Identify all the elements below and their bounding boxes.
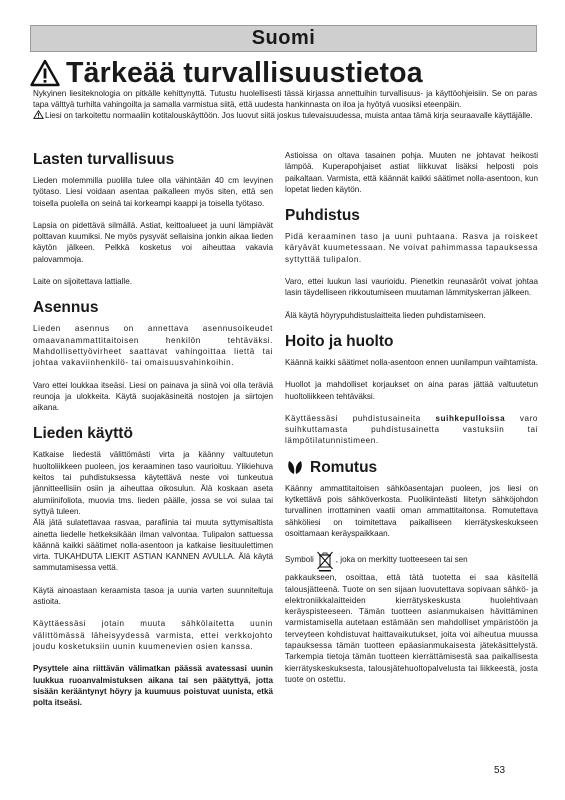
page-title — [30, 56, 423, 90]
warning-triangle-icon — [30, 59, 60, 87]
crossed-out-bin-icon — [316, 550, 334, 572]
right-intro-paragraph: Astioissa on oltava tasainen pohja. Muuten ne johtavat heikosti lämpöä. Kuperapohjaiset astiat liikkuvat lisäksi helposti pois paikaltaan. Varmista, että käännät kaikki säätimet nolla-asentoon, kun lopetat lieden käytön. — [285, 151, 538, 194]
romutus-paragraph-1: Käänny ammattitaitoisen sähköasentajan puoleen, jos liesi on kytkettävä pois sähköverkosta. Puolikiinteästi liitetyn sähköjohdon turvallinen irrottaminen vaatii oman ammattitaitonsa. Romutettava sähköliesi on toimitettava paikalliseen kierrätyskeskukseen osoittamaan keräyspaikkaan. — [285, 483, 538, 538]
hoito-paragraph-1: Käännä kaikki säätimet nolla-asentoon ennen uunilampun vaihtamista. — [285, 357, 538, 367]
left-column — [33, 150, 273, 708]
page-number: 53 — [494, 765, 506, 776]
intro-warning-paragraph — [33, 110, 537, 122]
intro-paragraph: Nykyinen liesiteknologia on pitkälle kehittynyttä. Tutustu huolellisesti tässä kirjassa annettuihin turvallisuus- ja käyttöohjeisiin. Se on paras tapa välttyä turhilta vahingoilta ja samalla varmistua siitä, että uudesta hankinnasta on iloa ja hyötyä vuosiksi eteenpäin. — [33, 89, 537, 109]
section-heading-kaytto: Lieden käyttö — [33, 425, 133, 443]
kaytto-paragraph-4: Käyttäessäsi jotain muuta sähkölaitetta uunin välittömässä läheisyydessä varmista, ettei verkkojohto joudu kosketuksiin uunin kuumenevien osien kanssa. — [33, 619, 273, 651]
hoito-paragraph-2: Huollot ja mahdolliset korjaukset on aina paras jättää valtuutetun huoltoliikkeen tehtäväksi. — [285, 380, 538, 401]
intro-warning-text: Liesi on tarkoitettu normaaliin kotitalouskäyttöön. Jos luovut siitä joskus tulevaisuudessa, muista antaa tämä kirja seuraavalle käyttäjälle. — [45, 111, 533, 121]
language-label: Suomi — [251, 27, 316, 49]
kaytto-paragraph-1: Katkaise liedestä välittömästi virta ja käänny valtuutetun huoltoliikkeen puoleen, jos keraaminen taso vaurioituu. Ylikiehuva keitos tai puhdistuksessa käytettävä neste voi tunkeutua jännitteellisiin osiin ja aiheuttaa oikosulun. Älä koskaan aseta alumiinifoliota, muovia tms. lieden päälle, jossa se voi sulaa tai syttyä tuleen. — [33, 450, 273, 516]
warning-triangle-icon — [33, 110, 44, 119]
language-header — [30, 25, 537, 52]
right-column — [285, 150, 538, 685]
asennus-paragraph-1: Lieden asennus on annettava asennusoikeudet omaavanammattitaitoisen henkilön tehtäväksi. Mahdollisettyövirheet saattavat vahingoittaa liettä tai johtaa vakaviinhenkilö- tai omaisuusvahinkoihin. — [33, 324, 273, 368]
hoito-paragraph-3: Käyttäessäsi puhdistusaineita suihkepulloissa varo suihkuttamasta puhdistusainetta vastuksiin tai lämpötilatunnistimeen. — [285, 413, 538, 446]
kaytto-paragraph-3: Käytä ainoastaan keraamista tasoa ja uunia varten suunniteltuja astioita. — [33, 585, 273, 607]
romutus-title: Romutus — [310, 458, 378, 476]
puhdistus-paragraph-1: Pidä keraaminen taso ja uuni puhtaana. Rasva ja roiskeet käryävät kuumetessaan. Ne voivat pahimmassa tapauksessa syttyttää tulipalon. — [285, 232, 538, 264]
section-heading-lasten: Lasten turvallisuus — [33, 151, 175, 168]
kaytto-paragraph-2: Älä jätä sulatettavaa rasvaa, parafiinia tai muuta syttymisaltista ainetta liedelle hetkeksikään ilman valvontaa. Tulipalon sattuessa käännä kaikki säätimet nolla-asentoon ja katkaise liesituulettimen virta. TUKAHDUTA LIEKIT ASTIAN KANNEN AVULLA. Älä käytä sammutamisessa vettä. — [33, 518, 273, 573]
section-heading-romutus — [285, 458, 538, 477]
lasten-paragraph-1: Lieden molemmilla puolilla tulee olla vähintään 40 cm levyinen työtaso. Liesi voidaan asentaa paikalleen myös siten, että sen toisella puolella on seinä tai korkeampi kaappi ja toisella työtaso. — [33, 176, 273, 208]
section-heading-hoito: Hoito ja huolto — [285, 332, 394, 350]
section-heading-puhdistus: Puhdistus — [285, 207, 360, 225]
romutus-paragraph-2: pakkaukseen, osoittaa, että tätä tuotetta ei saa käsitellä talousjätteenä. Tuote on sen sijaan luovutettava sopivaan sähkö- ja elektroniikkalaitteiden kierrätyskeskusta huolehtivaan keräyspisteeseen. Tämän tuotteen asianmukaisen hävittäminen varmistamisella autetaan estämään sen mahdolliset ympäristöön ja terveyteen kohdistuvat haittavaikutukset, joita voi aiheutua muussa tapauksessa tämän tuotteen epäasianmukaisesta jätekäsittelystä. Tarkempia tietoja tämän tuotteen kierrättämisestä saa paikallisesta kierrätyskeskuksesta, talousjätehuoltopalvelusta tai liikkeestä, josta tuote on ostettu. — [285, 573, 538, 684]
lasten-paragraph-2: Lapsia on pidettävä silmällä. Astiat, keittoalueet ja uuni lämpiävät polttavan kuumiksi. Ne myös pysyvät sellaisina jonkin aikaa lieden käytön jälkeen. Pelkkä kosketus voi aiheuttaa vakavia palovammoja. — [33, 220, 273, 264]
recycle-leaves-icon — [285, 458, 305, 476]
puhdistus-paragraph-3: Älä käytä höyrypuhdistuslaitteita lieden puhdistamiseen. — [285, 310, 486, 320]
kaytto-bold-warning: Pysyttele aina riittävän välimatkan päässä avatessasi uunin luukkua ruoanvalmistuksen aikana tai sen päätyttyä, jotta sisään kerääntynyt höyry ja kuumuus poistuvat uunista, etkä polta itseäsi. — [33, 664, 273, 708]
page-title-text: Tärkeää turvallisuustietoa — [66, 56, 423, 89]
lasten-paragraph-3: Laite on sijoitettava lattialle. — [33, 277, 132, 287]
asennus-paragraph-2: Varo ettei loukkaa itseäsi. Liesi on painava ja siinä voi olla teräviä reunoja ja ulokkeita. Käytä suojakäsineitä nostojen ja siirtojen aikana. — [33, 380, 273, 413]
puhdistus-paragraph-2: Varo, ettei luukun lasi vaurioidu. Pienetkin reunasäröt voivat johtaa lasin täydelliseen rikkoutumiseen muutaman lämmityskerran jälkeen. — [285, 277, 538, 298]
romutus-symbol-line: Symboli , joka on merkitty tuotteeseen tai sen — [285, 550, 538, 572]
section-heading-asennus: Asennus — [33, 299, 99, 317]
intro-text — [33, 89, 537, 122]
